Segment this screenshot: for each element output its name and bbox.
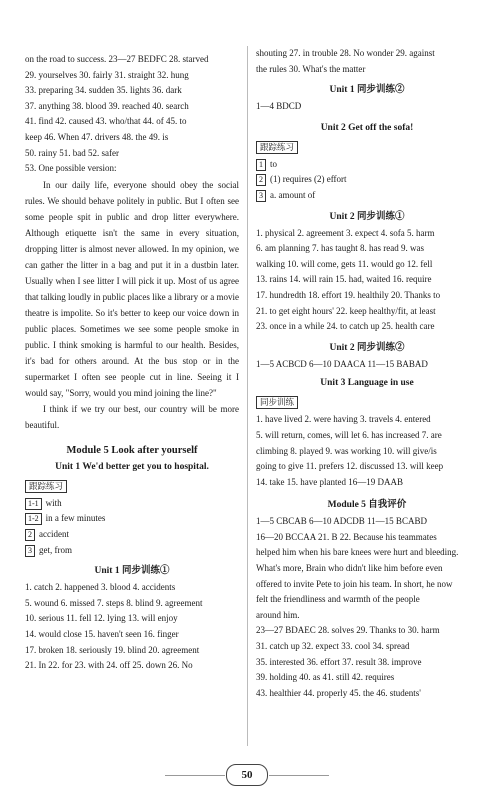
answer-line: 37. anything 38. blood 39. reached 40. search — [25, 100, 189, 111]
answer-line: 41. find 42. caused 43. who/that 44. of 45. to — [25, 116, 187, 127]
self-evaluation-title: Module 5 自我评价 — [327, 500, 407, 511]
item-answer: (1) requires (2) effort — [270, 174, 347, 185]
unit2-sync2-title: Unit 2 同步训练② — [329, 342, 405, 353]
answer-line: offered to invite Pete to join his team. In short, he now — [256, 578, 453, 589]
item-number-box: 1 — [256, 159, 266, 171]
unit3-title: Unit 3 Language in use — [320, 378, 414, 389]
answer-line: 1. physical 2. agreement 3. expect 4. sofa 5. harm — [256, 227, 435, 238]
follow-item — [25, 511, 239, 527]
unit2-title: Unit 2 Get off the sofa! — [320, 122, 414, 133]
item-answer: accident — [39, 528, 69, 539]
item-answer: with — [45, 497, 62, 508]
item-number-box: 2 — [25, 529, 35, 541]
unit2-sync2-answers — [256, 357, 478, 373]
answer-line: What's more, Brain who didn't like him before even — [256, 563, 443, 574]
answer-line: going to give 11. prefers 12. discussed 13. will keep — [256, 461, 444, 472]
follow-item — [256, 188, 478, 204]
follow-item — [25, 527, 239, 543]
unit1-sync1-title: Unit 1 同步训练① — [94, 566, 170, 577]
answer-line: 31. catch up 32. expect 33. cool 34. spread — [256, 641, 410, 652]
model-essay — [25, 177, 239, 433]
unit2-sync1-answers — [256, 226, 478, 335]
item-number-box: 3 — [256, 190, 266, 202]
sync-practice-tag: 同步训练 — [256, 396, 298, 409]
answer-line: felt the friendliness and warmth of the people — [256, 594, 420, 605]
answer-line: 6. am planning 7. has taught 8. has read 9. was — [256, 243, 424, 254]
left-column — [25, 52, 239, 674]
item-answer: get, from — [39, 544, 72, 555]
answer-line: around him. — [256, 609, 300, 620]
item-answer: in a few minutes — [45, 513, 106, 524]
unit2-follow-list — [256, 157, 478, 204]
unit1-sync2-answers — [256, 99, 478, 115]
answer-line: 53. One possible version: — [25, 163, 117, 174]
answer-line: 1—5 CBCAB 6—10 ADCDB 11—15 BCABD — [256, 516, 427, 527]
answer-line: 23. once in a while 24. to catch up 25. health care — [256, 321, 435, 332]
answer-line: walking 10. will come, gets 11. would go 12. fell — [256, 258, 433, 269]
answer-line: 1—5 ACBCD 6—10 DAACA 11—15 BABAD — [256, 358, 428, 369]
self-evaluation-answers — [256, 514, 478, 701]
answer-line: 1—4 BDCD — [256, 101, 302, 112]
item-number-box: 1-2 — [25, 513, 42, 525]
column-divider — [247, 46, 248, 746]
answer-line: 5. will return, comes, will let 6. has increased 7. are — [256, 429, 442, 440]
answer-line: 33. preparing 34. sudden 35. lights 36. dark — [25, 85, 182, 96]
item-answer: to — [270, 158, 278, 169]
answer-line: 17. hundredth 18. effort 19. healthily 20. Thanks to — [256, 289, 441, 300]
follow-item — [25, 496, 239, 512]
answer-line: 39. holding 40. as 41. still 42. requires — [256, 672, 395, 683]
answer-line: 29. yourselves 30. fairly 31. straight 32. hung — [25, 69, 189, 80]
right-column — [256, 46, 478, 701]
answer-line: 16—20 BCCAA 21. B 22. Because his teammates — [256, 531, 437, 542]
answer-line: 13. rains 14. will rain 15. had, waited 16. require — [256, 274, 432, 285]
essay-paragraph-2: I think if we try our best, our country will be more beautiful. — [25, 403, 239, 430]
unit3-answers — [256, 412, 478, 490]
answer-line: 21. to get eight hours' 22. keep healthy/fit, at least — [256, 305, 436, 316]
answer-line: 10. serious 11. fell 12. lying 13. will enjoy — [25, 613, 178, 624]
item-number-box: 2 — [256, 174, 266, 186]
follow-item — [256, 172, 478, 188]
follow-item — [25, 543, 239, 559]
answer-lines-top — [256, 46, 478, 77]
item-answer: a. amount of — [270, 189, 316, 200]
answer-line: 17. broken 18. seriously 19. blind 20. agreement — [25, 644, 200, 655]
answer-line: 21. In 22. for 23. with 24. off 25. down 26. No — [25, 660, 193, 671]
unit1-sync1-answers — [25, 580, 239, 674]
answer-line: shouting 27. in trouble 28. No wonder 29. against — [256, 48, 435, 58]
answer-line: 50. rainy 51. bad 52. safer — [25, 147, 119, 158]
answer-line: 35. interested 36. effort 37. result 38. improve — [256, 656, 422, 667]
essay-paragraph-1: In our daily life, everyone should obey the social rules. We should behave politely in public. But I often see some people spit in public and drop litter everywhere. Although etiquette isn't the same in every situation, dropping litter is almost never allowed. In my opinion, we can gather the litter in a bag and put it in a dustbin later. Usually when I see litter I will pick it up. Most of us agree that talking loudly in public places like a library or a movie theatre is impolite. So it's better to keep our voice down in public places. Sometimes we see some people smoke in public. I think smoking is harmful to our health. Besides, it's bad for others around. At the bus stop or in the supermarket I often see people cut in line. Seeing it I would say, "Sorry, would you mind joining the line?" — [25, 179, 239, 398]
answer-line: keep 46. When 47. drivers 48. the 49. is — [25, 131, 169, 142]
follow-practice-list — [25, 496, 239, 558]
follow-practice-tag: 跟踪练习 — [256, 141, 298, 154]
answer-lines-top — [25, 52, 239, 177]
answer-line: climbing 8. played 9. was working 10. will give/is — [256, 445, 437, 456]
answer-line: 14. take 15. have planted 16—19 DAAB — [256, 476, 403, 487]
item-number-box: 1-1 — [25, 498, 42, 510]
unit1-sync2-title: Unit 1 同步训练② — [329, 85, 405, 96]
unit1-title: Unit 1 We'd better get you to hospital. — [55, 461, 209, 472]
follow-item — [256, 157, 478, 173]
answer-line: on the road to success. 23—27 BEDFC 28. starved — [25, 54, 209, 64]
answer-line: 43. healthier 44. properly 45. the 46. students' — [256, 687, 421, 698]
answer-line: 1. have lived 2. were having 3. travels 4. entered — [256, 414, 431, 425]
answer-line: 14. would close 15. haven't seen 16. finger — [25, 628, 179, 639]
answer-line: 23—27 BDAEC 28. solves 29. Thanks to 30. harm — [256, 625, 440, 636]
module-title: Module 5 Look after yourself — [66, 444, 198, 456]
item-number-box: 3 — [25, 545, 35, 557]
answer-line: 5. wound 6. missed 7. steps 8. blind 9. agreement — [25, 597, 203, 608]
answer-line: the rules 30. What's the matter — [256, 63, 366, 74]
answer-line: helped him when his bare knees were hurt and bleeding. — [256, 547, 459, 558]
answer-line: 1. catch 2. happened 3. blood 4. accidents — [25, 582, 176, 593]
unit2-sync1-title: Unit 2 同步训练① — [329, 211, 405, 222]
follow-practice-tag: 跟踪练习 — [25, 480, 67, 493]
page-number: 50 — [226, 764, 268, 786]
